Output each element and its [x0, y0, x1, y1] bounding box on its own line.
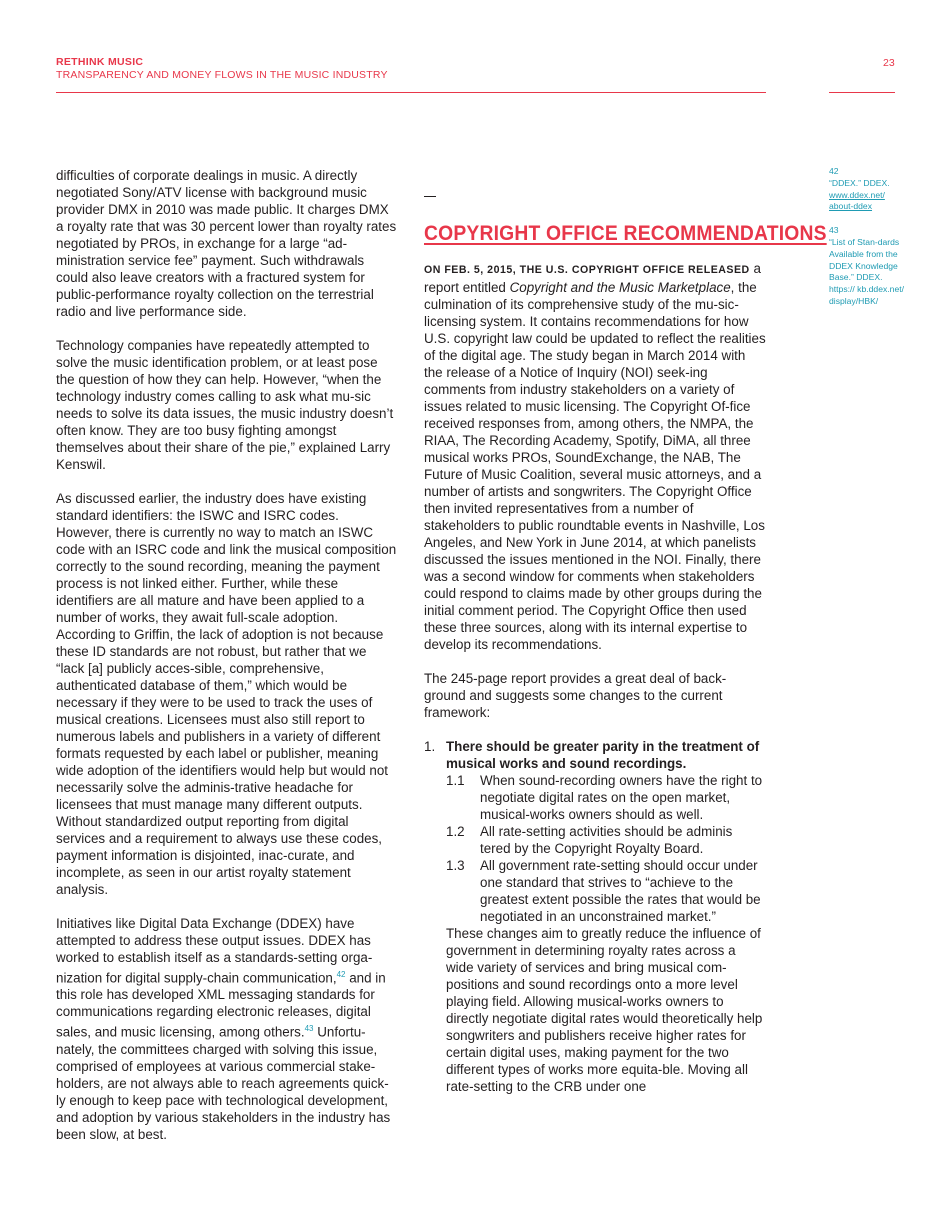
sub-list-number: 1.2: [446, 824, 465, 839]
paragraph: The 245-page report provides a great deal of back-ground and suggests some changes to the current framework:: [424, 671, 727, 720]
paragraph: Technology companies have repeatedly attempted to solve the music identification problem, or at least pose the question of how they can help. However, “when the technology industry comes calling to ask what mu-sic needs to solve its data issues, the music industry doesn’t often know. They are too busy fighting amongst themselves about their share of the pie,” explained Larry Kenswil.: [56, 338, 394, 472]
sub-list-item: [446, 857, 766, 925]
left-column: [56, 167, 398, 1160]
sub-list-text: All rate-setting activities should be adminis tered by the Copyright Royalty Board.: [480, 824, 733, 856]
section-dash: [424, 196, 436, 197]
middle-column: [424, 196, 827, 1095]
text-run: , the culmination of its comprehensive study of the mu-sic-licensing system. It contains recommendations for how U.S. copyright law could be updated to reflect the realities of the digital age. The study began in March 2014 with the release of a Notice of Inquiry (NOI) seek-ing comments from industry stakeholders on a variety of issues related to music licensing. The Copyright Of-fice received responses from, among others, the NMPA, the RIAA, The Recording Academy, Spotify, DiMA, all three musical works PROs, SoundExchange, the NAB, The Future of Music Coalition, several music attorneys, and a number of artists and songwriters. The Copyright Office then invited representatives from a number of stakeholders to public roundtable events in Nashville, Los Angeles, and New York in June 2014, at which panelists discussed the issues mentioned in the NOI. Finally, there was a second window for comments when stakeholders could respond to claims made by other groups during the initial comment period. The Copyright Office then used these three sources, along with its internal expertise to develop its recommendations.: [424, 280, 766, 652]
text-run: and in this role has developed XML messaging standards for communications regarding electronic releases, digital sales, and music licensing, among others.: [56, 970, 386, 1040]
sidenote-text: “DDEX.” DDEX.: [829, 177, 890, 188]
list-item-explanation: These changes aim to greatly reduce the influence of government in determining royalty rates across a wide variety of services and bring musical com-positions and sound recordings onto a more level playing field. Allowing musical-works owners to directly negotiate digital rates would theoretically help songwriters and publishers receive higher rates for certain digital uses, making payment for the two different types of works more equita-ble. Moving all rate-setting to the CRB under one: [446, 926, 763, 1094]
sub-list-item: [446, 823, 766, 857]
paragraph: difficulties of corporate dealings in music. A directly negotiated Sony/ATV license with background music provider DMX in 2010 was made public. It charges DMX a royalty rate that was 30 percent lower than royalty rates negotiated by PROs, in exchange for a large “ad-ministration service fee” payment. Such withdrawals could also leave creators with a fractured system for public-performance royalty collection on the terrestrial radio and live performance side.: [56, 168, 397, 319]
sidenotes: [829, 166, 909, 320]
sidenote-link[interactable]: www.ddex.net/: [829, 189, 885, 200]
list-item: [424, 738, 766, 1095]
text-run: Initiatives like Digital Data Exchange (DDEX) have attempted to address these output issues. DDEX has worked to establish itself as a standards-setting orga-nization for digital supply-chain communication,: [56, 916, 373, 986]
page-number: 23: [883, 57, 895, 69]
text-run: a report entitled: [424, 261, 761, 295]
sub-list-item: [446, 772, 766, 823]
recommendations-list: [424, 738, 766, 1095]
sub-list-text: All government rate-setting should occur under one standard that strives to “achieve to the greatest extent possible the rates that would be negotiated in an unconstrained market.”: [480, 858, 761, 924]
list-item-text: There should be greater parity in the treatment of musical works and sound recordings.: [446, 739, 760, 771]
section-heading: COPYRIGHT OFFICE RECOMMENDATIONS: [424, 222, 827, 245]
header-rule-main: [56, 92, 766, 93]
footnote-ref-42[interactable]: 42: [336, 970, 346, 979]
sidenote-text: “List of Stan-dards Available from the DDEX Knowledge Base.” DDEX. https:// kb.ddex.net/ display/HBK/: [829, 236, 905, 306]
brand-title: RETHINK MUSIC: [56, 56, 144, 68]
footnote-ref-43[interactable]: 43: [304, 1024, 314, 1034]
paragraph: [56, 915, 398, 1143]
sidenote-number: 42: [829, 166, 839, 176]
report-subtitle: TRANSPARENCY AND MONEY FLOWS IN THE MUSIC INDUSTRY: [56, 69, 388, 81]
list-number: 1.: [424, 739, 436, 754]
sub-list-text: When sound-recording owners have the right to negotiate digital rates on the open market, musical-works owners should as well.: [480, 773, 763, 822]
sidenote-link[interactable]: about-ddex: [829, 201, 873, 212]
header-rule-side: [829, 92, 895, 93]
text-run: Unfortu-nately, the committees charged with solving this issue, comprised of employees at various commercial stake-holders, are not always able to reach agreements quick-ly enough to keep pace with technological development, and adoption by various stakeholders in the industry has been slow, at best.: [56, 1024, 391, 1142]
report-title: Copyright and the Music Marketplace: [509, 280, 731, 295]
paragraph: As discussed earlier, the industry does have existing standard identifiers: the ISWC and ISRC codes. However, there is currently no way to match an ISWC code with an ISRC code and link the musical composition correctly to the sound recording, meaning the payment process is not linked either. Further, while these identifiers are all mature and have been applied to a number of works, they await full-scale adoption. According to Griffin, the lack of adoption is not because these ID standards are not robust, but rather that we “lack [a] publicly acces-sible, comprehensive, authenticated database of them,” which would be necessary if they were to be used to track the uses of musical creations. Licensees must also still report to numerous labels and publishers in a variety of different formats requested by each label or publisher, meaning wide adoption of the identifiers would help but would not necessarily solve the adminis-trative headache for licensees that must manage many different outputs. Without standardized output reporting from digital services and a requirement to always use these codes, payment information is disjointed, inac-curate, and incomplete, as seen in our artist royalty statement analysis.: [56, 491, 397, 897]
sub-list-number: 1.3: [446, 858, 465, 873]
sub-list-number: 1.1: [446, 773, 465, 788]
sidenote-42: [829, 166, 909, 213]
paragraph: [424, 260, 766, 653]
sidenote-number: 43: [829, 225, 839, 236]
sidenote-43: [829, 225, 909, 308]
lead-in-caps: ON FEB. 5, 2015, THE U.S. COPYRIGHT OFFICE RELEASED: [424, 264, 750, 276]
